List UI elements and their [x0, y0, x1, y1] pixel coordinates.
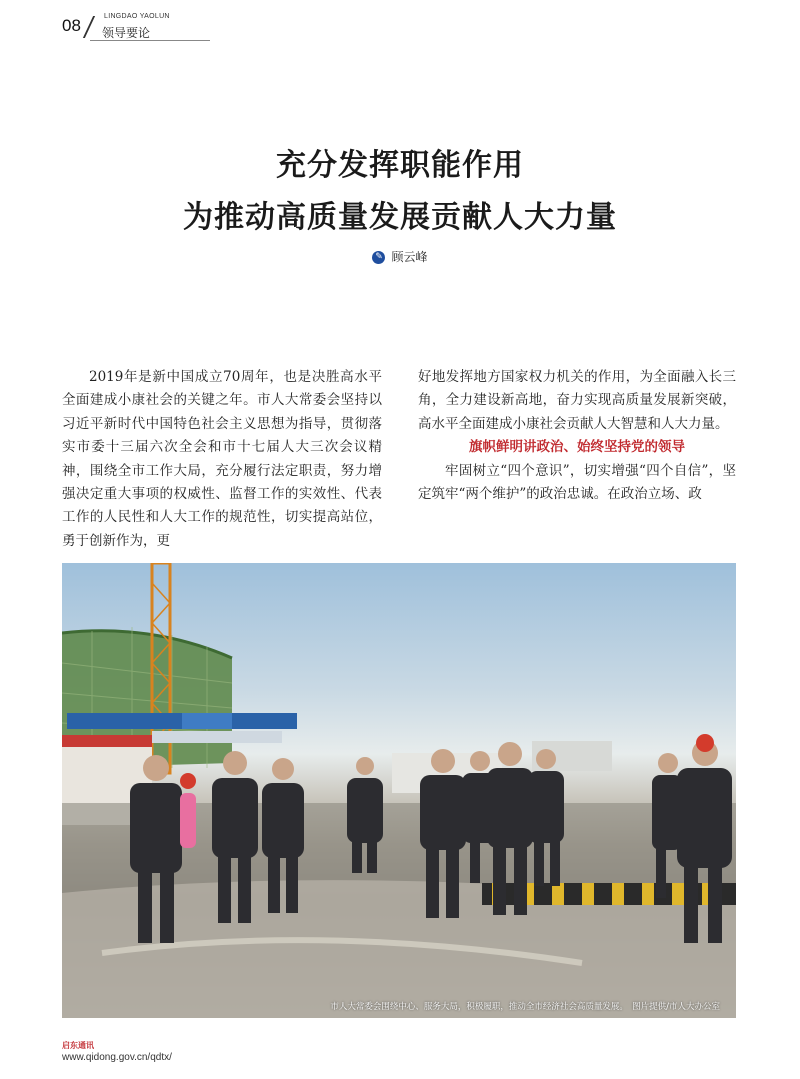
header-rule — [90, 40, 210, 41]
article-photo — [62, 563, 736, 1018]
page-number: 08 — [62, 16, 81, 35]
footer-brand: 启东通讯 — [62, 1041, 94, 1050]
pen-icon: ✎ — [372, 251, 385, 264]
paragraph-continued: 好地发挥地方国家权力机关的作用，为全面融入长三角，全力建设新高地，奋力实现高质量发展新突破，高水平全面建成小康社会贡献人大智慧和人大力量。 — [418, 369, 736, 432]
author-name: 顾云峰 — [391, 250, 428, 264]
paragraph: 2019年是新中国成立70周年，也是决胜高水平全面建成小康社会的关键之年。市人大常委会坚持以习近平新时代中国特色社会主义思想为指导，贯彻落实市委十三届六次全会和市十七届人大三次会议精神，围绕全市工作大局，充分履行法定职责，努力增强决定重大事项的权威性、监督工作的实效性、代表工作的人民性和人大工作的规范性，切实提高站位，勇于创新作为，更 — [62, 369, 382, 549]
section-pinyin: LINGDAO YAOLUN — [104, 13, 170, 20]
photo-caption: 市人大常委会围绕中心、服务大局，积极履职，推动全市经济社会高质量发展。 图片提供/市人大办公室 — [330, 1002, 720, 1012]
author-byline — [0, 248, 800, 265]
article-title-line2: 为推动高质量发展贡献人大力量 — [183, 200, 617, 235]
article-title-line1: 充分发挥职能作用 — [276, 148, 524, 183]
section-subheading: 旗帜鲜明讲政治、始终坚持党的领导 — [469, 439, 685, 456]
text-column-right — [418, 366, 736, 506]
section-title: 领导要论 — [102, 26, 151, 40]
page-header — [62, 12, 282, 42]
paragraph: 牢固树立“四个意识”，切实增强“四个自信”，坚定筑牢“两个维护”的政治忠诚。在政治立场、政 — [418, 462, 736, 503]
text-column-left — [62, 366, 382, 553]
header-slash — [83, 16, 95, 38]
footer-url[interactable]: www.qidong.gov.cn/qdtx/ — [62, 1052, 172, 1063]
photo-illustration — [62, 563, 736, 1018]
